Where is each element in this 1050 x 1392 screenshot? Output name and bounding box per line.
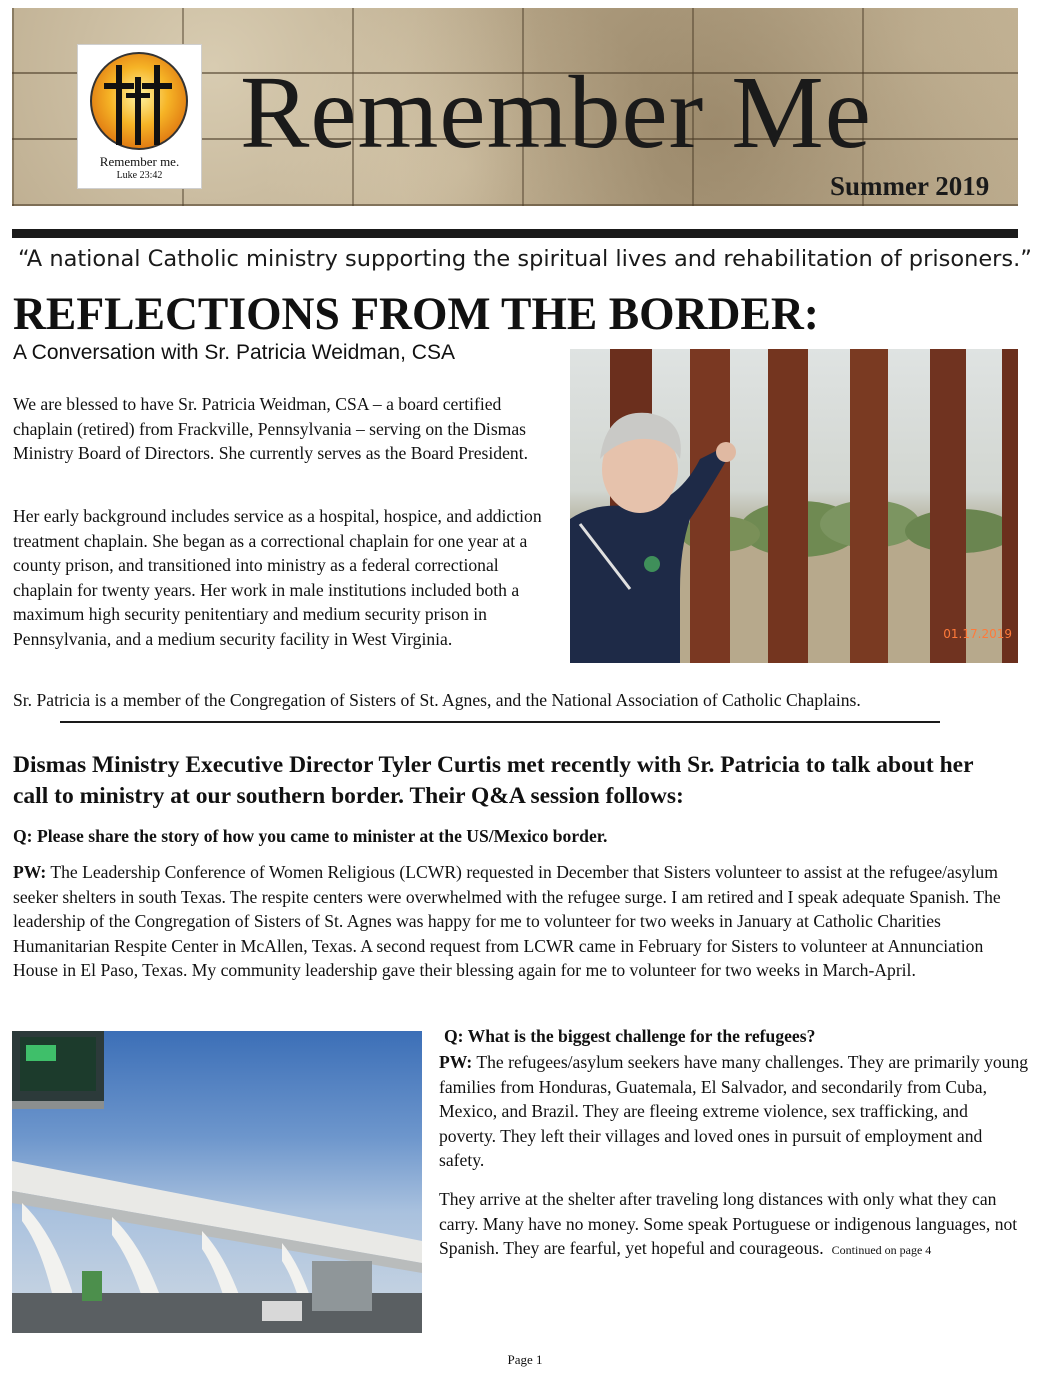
continued-note: Continued on page 4	[831, 1243, 932, 1257]
masthead-divider	[12, 229, 1018, 238]
photo-border-fence	[570, 349, 1018, 663]
answer-3-text: They arrive at the shelter after traveling long distances with only what they can carry. Many have no money. Some speak Portuguese or indigenous languages, not Spanish. They are fearful, yet hopeful and courageous.	[439, 1189, 1018, 1258]
mission-statement: “A national Catholic ministry supporting the spiritual lives and rehabilitation of prisoners.”	[18, 246, 1032, 272]
answer-3	[439, 1187, 1029, 1263]
member-paragraph: Sr. Patricia is a member of the Congregation of Sisters of St. Agnes, and the National Association of Catholic Chaplains.	[13, 690, 861, 710]
masthead-banner	[12, 8, 1018, 206]
section-divider	[60, 721, 940, 723]
article-headline: REFLECTIONS FROM THE BORDER:	[13, 288, 819, 340]
photo-border-crossing	[12, 1031, 422, 1333]
logo-reference: Luke 23:42	[116, 170, 163, 181]
question-2: Q: What is the biggest challenge for the refugees?	[444, 1026, 816, 1046]
crosses-sun-icon	[82, 47, 197, 155]
answer-2-text: The refugees/asylum seekers have many challenges. They are primarily young families from Honduras, Guatemala, El Salvador, and secondarily from Cuba, Mexico, and Brazil. They are fleeing extreme violence, sex trafficking, and poverty. They left their villages and loved ones in pursuit of employment and safety.	[439, 1052, 1029, 1170]
question-1: Q: Please share the story of how you came to minister at the US/Mexico border.	[13, 826, 608, 846]
logo	[77, 44, 202, 189]
answer-1-label: PW:	[13, 862, 47, 882]
qa-intro: Dismas Ministry Executive Director Tyler Curtis met recently with Sr. Patricia to talk about her call to ministry at our southern border. Their Q&A session follows:	[13, 752, 974, 809]
logo-caption: Remember me.	[99, 154, 180, 169]
photo-date-stamp: 01.17.2019	[943, 627, 1012, 641]
issue-date: Summer 2019	[830, 171, 990, 201]
answer-1	[13, 860, 1028, 983]
answer-1-text: The Leadership Conference of Women Religious (LCWR) requested in December that Sisters volunteer to assist at the refugee/asylum seeker shelters in south Texas. The respite centers were overwhelmed with the refugee surge. I am retired and I speak adequate Spanish. The leadership of the Congregation of Sisters of St. Agnes was happy for me to volunteer for two weeks in January at Catholic Charities Humanitarian Respite Center in McAllen, Texas. A second request from LCWR came in February for Sisters to volunteer at Annunciation House in El Paso, Texas. My community leadership gave their blessing again for me to volunteer for two weeks in March-April.	[13, 862, 1001, 980]
answer-2-label: PW:	[439, 1052, 473, 1072]
answer-2	[439, 1050, 1029, 1173]
intro-paragraph-1: We are blessed to have Sr. Patricia Weidman, CSA – a board certified chaplain (retired) from Frackville, Pennsylvania – serving on the Dismas Ministry Board of Directors. She currently serves as the Board President.	[13, 394, 528, 463]
newsletter-title: Remember Me	[240, 55, 872, 170]
page-number: Page 1	[507, 1352, 543, 1367]
article-subhead: A Conversation with Sr. Patricia Weidman, CSA	[13, 341, 455, 364]
intro-paragraph-2: Her early background includes service as a hospital, hospice, and addiction treatment chaplain. She began as a correctional chaplain for one year at a county prison, and transitioned into ministry as a federal correctional chaplain for twenty years. Her work in male institutions included both a maximum high security penitentiary and medium security prison in Pennsylvania, and a medium security facility in West Virginia.	[13, 506, 542, 649]
